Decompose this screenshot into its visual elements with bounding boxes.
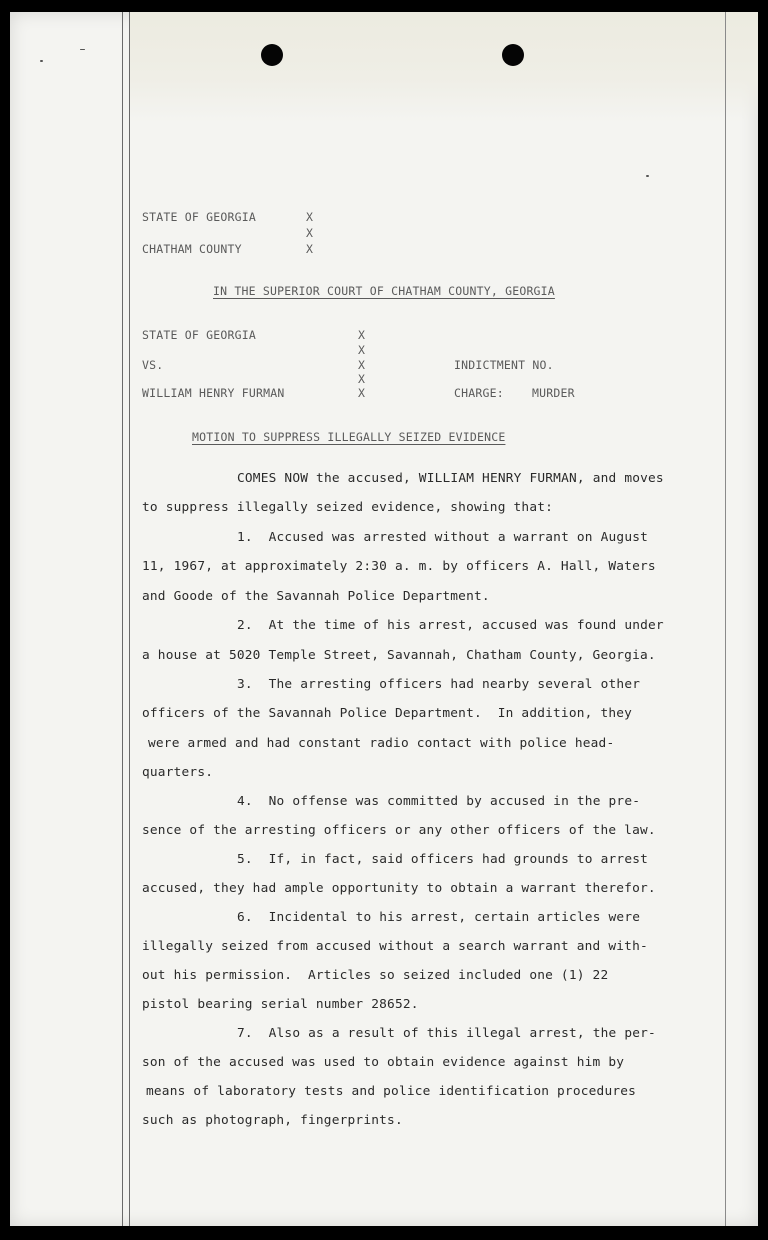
case-x-mark: X — [358, 386, 366, 400]
caption-x-mark: X — [306, 242, 314, 256]
body-line: son of the accused was used to obtain evidence against him by — [142, 1055, 625, 1070]
body-line: a house at 5020 Temple Street, Savannah, Chatham County, Georgia. — [142, 648, 656, 663]
body-line: quarters. — [142, 765, 214, 780]
body-line: officers of the Savannah Police Department. In addition, they — [142, 706, 633, 721]
body-line: 6. Incidental to his arrest, certain articles were — [237, 910, 641, 925]
body-line: sence of the arresting officers or any other officers of the law. — [142, 823, 656, 838]
caption-x-mark: X — [306, 226, 314, 240]
body-line: illegally seized from accused without a search warrant and with- — [142, 939, 648, 954]
paper-speck — [40, 60, 43, 62]
left-margin-rule — [122, 12, 123, 1226]
case-versus: VS. — [142, 358, 164, 372]
case-x-mark: X — [358, 358, 366, 372]
case-x-mark: X — [358, 343, 366, 357]
body-line: and Goode of the Savannah Police Department. — [142, 589, 490, 604]
body-line: 1. Accused was arrested without a warrant on August — [237, 530, 649, 545]
body-line: 2. At the time of his arrest, accused was found under — [237, 618, 664, 633]
caption-x-mark: X — [306, 210, 314, 224]
body-line: out his permission. Articles so seized included one (1) 22 — [142, 968, 609, 983]
case-x-mark: X — [358, 328, 366, 342]
paper-discoloration — [130, 12, 758, 122]
body-line: were armed and had constant radio contact with police head- — [148, 736, 615, 751]
body-line: 3. The arresting officers had nearby several other — [237, 677, 641, 692]
charge-label: CHARGE: — [454, 386, 504, 400]
case-defendant: WILLIAM HENRY FURMAN — [142, 386, 285, 400]
punch-hole-left — [261, 44, 283, 66]
right-margin-rule — [725, 12, 726, 1226]
charge-value: MURDER — [532, 386, 575, 400]
punch-hole-right — [502, 44, 524, 66]
document-page — [10, 12, 758, 1226]
body-line: 11, 1967, at approximately 2:30 a. m. by officers A. Hall, Waters — [142, 559, 656, 574]
case-x-mark: X — [358, 372, 366, 386]
indictment-label: INDICTMENT NO. — [454, 358, 554, 372]
caption-state: STATE OF GEORGIA — [142, 210, 256, 224]
paper-speck — [646, 175, 649, 177]
body-line: 7. Also as a result of this illegal arrest, the per- — [237, 1026, 656, 1041]
body-line: accused, they had ample opportunity to obtain a warrant therefor. — [142, 881, 656, 896]
court-title: IN THE SUPERIOR COURT OF CHATHAM COUNTY, GEORGIA — [213, 284, 555, 298]
body-line: 5. If, in fact, said officers had grounds to arrest — [237, 852, 649, 867]
body-line: COMES NOW the accused, WILLIAM HENRY FURMAN, and moves — [237, 471, 664, 486]
paper-speck — [80, 49, 85, 50]
body-line: pistol bearing serial number 28652. — [142, 997, 419, 1012]
body-line: 4. No offense was committed by accused in the pre- — [237, 794, 641, 809]
caption-county: CHATHAM COUNTY — [142, 242, 242, 256]
body-line: such as photograph, fingerprints. — [142, 1113, 403, 1128]
case-plaintiff: STATE OF GEORGIA — [142, 328, 256, 342]
left-margin-rule-inner — [129, 12, 130, 1226]
motion-title: MOTION TO SUPPRESS ILLEGALLY SEIZED EVIDENCE — [192, 430, 506, 444]
body-line: means of laboratory tests and police identification procedures — [146, 1084, 637, 1099]
body-line: to suppress illegally seized evidence, showing that: — [142, 500, 554, 515]
